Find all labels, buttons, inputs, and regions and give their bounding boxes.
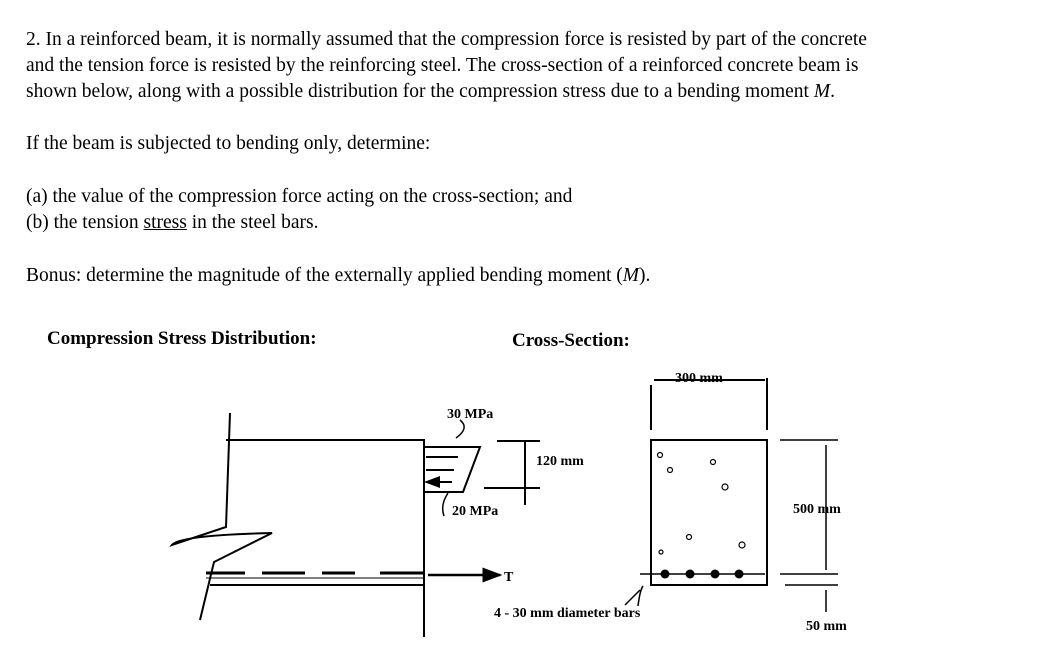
label-20-mpa: 20 MPa [452,504,499,519]
part-a: (a) the value of the compression force acting on the cross-section; and [26,186,573,207]
question-line-2: and the tension force is resisted by the reinforcing steel. The cross-section of a reinforced concrete beam is [26,55,859,76]
part-b: (b) the tension stress in the steel bars. [26,212,319,233]
label-50-mm: 50 mm [806,619,847,634]
heading-stress-distribution: Compression Stress Distribution: [47,328,317,349]
question-prompt: If the beam is subjected to bending only, determine: [26,133,431,154]
label-500-mm: 500 mm [793,502,841,517]
bonus: Bonus: determine the magnitude of the externally applied bending moment (M). [26,265,651,286]
heading-cross-section: Cross-Section: [512,330,630,351]
stress-block [424,420,540,575]
label-30-mpa: 30 MPa [447,407,494,422]
beam-elevation [172,413,424,637]
label-300-mm: 300 mm [675,371,723,386]
label-bars: 4 - 30 mm diameter bars [494,606,641,621]
question-line-1: 2. In a reinforced beam, it is normally assumed that the compression force is resisted by part of the concrete [26,29,867,50]
label-120-mm: 120 mm [536,454,584,469]
label-tension: T [504,570,514,585]
question-line-3: shown below, along with a possible distribution for the compression stress due to a bending moment M. [26,81,835,102]
cross-section [625,378,838,612]
